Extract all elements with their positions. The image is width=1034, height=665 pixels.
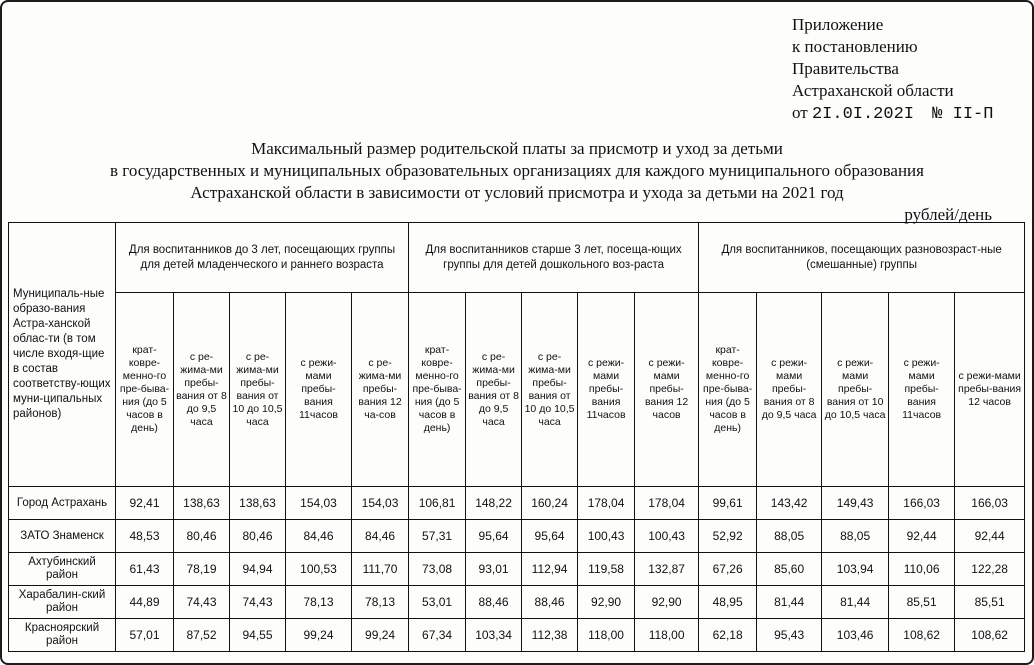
fee-cell: 85,60: [757, 553, 822, 586]
column-subheader: с режи-мами пребы-вания 11часов: [578, 293, 635, 487]
column-subheader: с ре-жима-ми пребы-вания от 8 до 9,5 часа: [174, 293, 230, 487]
fee-cell: 88,46: [522, 586, 578, 619]
fee-cell: 74,43: [230, 586, 286, 619]
fee-cell: 84,46: [352, 520, 409, 553]
municipality-name: Город Астрахань: [9, 487, 116, 520]
column-subheader: с режи-мами пребы-вания 12 часов: [955, 293, 1025, 487]
title-line: Максимальный размер родительской платы за присмотр и уход за детьми: [251, 139, 783, 158]
fee-cell: 85,51: [889, 586, 955, 619]
fee-cell: 81,44: [757, 586, 822, 619]
column-subheader: с режи-мами пребы-вания от 8 до 9,5 часа: [757, 293, 822, 487]
fee-cell: 178,04: [578, 487, 635, 520]
document-title: [2, 138, 1032, 204]
fee-cell: 62,18: [699, 619, 757, 652]
fee-cell: 92,90: [578, 586, 635, 619]
fee-cell: 88,05: [757, 520, 822, 553]
fee-cell: 148,22: [466, 487, 522, 520]
fee-cell: 81,44: [822, 586, 889, 619]
municipality-name: Ахтубинский район: [9, 553, 116, 586]
fee-cell: 95,64: [522, 520, 578, 553]
column-subheader: с режи-мами пребы-вания 11часов: [889, 293, 955, 487]
fee-cell: 149,43: [822, 487, 889, 520]
fee-cell: 78,13: [352, 586, 409, 619]
appendix-stamp: [792, 14, 993, 126]
fee-cell: 166,03: [955, 487, 1025, 520]
column-subheader: с ре-жима-ми пребы-вания от 8 до 9,5 часа: [466, 293, 522, 487]
municipality-header: Муниципаль-ные образо-вания Астра-ханской облас-ти (в том числе входя-щие в состав соответству-ющих муни-ципальных районов): [9, 223, 116, 487]
fee-cell: 48,95: [699, 586, 757, 619]
fee-cell: 143,42: [757, 487, 822, 520]
fee-cell: 84,46: [286, 520, 352, 553]
fee-cell: 108,62: [889, 619, 955, 652]
table-row: [9, 487, 1025, 520]
fee-cell: 166,03: [889, 487, 955, 520]
units-label: рублей/день: [904, 205, 992, 224]
fee-cell: 112,38: [522, 619, 578, 652]
appendix-line: к постановлению: [792, 37, 918, 56]
fee-cell: 103,46: [822, 619, 889, 652]
fee-cell: 61,43: [116, 553, 174, 586]
fee-cell: 94,55: [230, 619, 286, 652]
column-subheader: с ре-жима-ми пребы-вания от 10 до 10,5 часа: [230, 293, 286, 487]
fee-cell: 57,01: [116, 619, 174, 652]
fee-cell: 74,43: [174, 586, 230, 619]
fee-cell: 118,00: [578, 619, 635, 652]
column-subheader: с режи-мами пребы-вания от 10 до 10,5 часа: [822, 293, 889, 487]
group-header-under-3: Для воспитанников до 3 лет, посещающих группы для детей младенческого и раннего возраста: [116, 223, 409, 293]
fee-cell: 108,62: [955, 619, 1025, 652]
date-prefix: от: [792, 103, 808, 122]
fee-cell: 78,19: [174, 553, 230, 586]
fee-cell: 94,94: [230, 553, 286, 586]
fee-cell: 106,81: [409, 487, 466, 520]
fee-cell: 80,46: [174, 520, 230, 553]
header-group-row: [9, 223, 1025, 293]
fees-table: [8, 222, 1025, 652]
fee-cell: 99,61: [699, 487, 757, 520]
municipality-name: ЗАТО Знаменск: [9, 520, 116, 553]
appendix-line: Приложение: [792, 15, 884, 34]
header-sub-row: [9, 293, 1025, 487]
column-subheader: крат-ковре-менно-го пре-быва-ния (до 5 часов в день): [116, 293, 174, 487]
fee-cell: 78,13: [286, 586, 352, 619]
decree-date: 2I.0I.202I: [811, 105, 914, 124]
title-line: Астраханской области в зависимости от условий присмотра и ухода за детьми на 2021 год: [190, 183, 844, 202]
fee-cell: 92,44: [955, 520, 1025, 553]
fee-cell: 67,26: [699, 553, 757, 586]
column-subheader: с ре-жима-ми пребы-вания 12 ча-сов: [352, 293, 409, 487]
fee-cell: 87,52: [174, 619, 230, 652]
table-row: [9, 586, 1025, 619]
fee-cell: 93,01: [466, 553, 522, 586]
fee-cell: 100,43: [578, 520, 635, 553]
column-subheader: с ре-жима-ми пребы-вания от 10 до 10,5 часа: [522, 293, 578, 487]
title-line: в государственных и муниципальных образовательных организациях для каждого муниципального образования: [110, 161, 924, 180]
fee-cell: 110,06: [889, 553, 955, 586]
municipality-name: Красноярский район: [9, 619, 116, 652]
group-header-mixed: Для воспитанников, посещающих разновозраст-ные (смешанные) группы: [699, 223, 1025, 293]
column-subheader: крат-ковре-менно-го пре-быва-ния (до 5 часов в день): [699, 293, 757, 487]
fee-cell: 122,28: [955, 553, 1025, 586]
column-subheader: крат-ковре-менно-го пре-быва-ния (до 5 часов в день): [409, 293, 466, 487]
fee-cell: 85,51: [955, 586, 1025, 619]
fee-cell: 67,34: [409, 619, 466, 652]
fee-cell: 99,24: [286, 619, 352, 652]
column-subheader: с режи-мами пребы-вания 11часов: [286, 293, 352, 487]
fee-cell: 92,90: [635, 586, 699, 619]
fee-cell: 112,94: [522, 553, 578, 586]
fee-cell: 154,03: [286, 487, 352, 520]
table-row: [9, 520, 1025, 553]
fee-cell: 52,92: [699, 520, 757, 553]
fee-cell: 88,46: [466, 586, 522, 619]
fee-cell: 48,53: [116, 520, 174, 553]
fee-cell: 73,08: [409, 553, 466, 586]
fee-cell: 57,31: [409, 520, 466, 553]
appendix-line: Астраханской области: [792, 81, 954, 100]
fee-cell: 44,89: [116, 586, 174, 619]
column-subheader: с режи-мами пребы-вания 12 часов: [635, 293, 699, 487]
table-row: [9, 619, 1025, 652]
fee-cell: 100,43: [635, 520, 699, 553]
fee-cell: 103,94: [822, 553, 889, 586]
fee-cell: 80,46: [230, 520, 286, 553]
fee-cell: 92,44: [889, 520, 955, 553]
fee-cell: 53,01: [409, 586, 466, 619]
fee-cell: 178,04: [635, 487, 699, 520]
municipality-name: Харабалин-ский район: [9, 586, 116, 619]
fee-cell: 132,87: [635, 553, 699, 586]
fee-cell: 154,03: [352, 487, 409, 520]
fee-cell: 99,24: [352, 619, 409, 652]
fee-cell: 138,63: [174, 487, 230, 520]
table-row: [9, 553, 1025, 586]
decree-number: № II-П: [932, 105, 994, 124]
fee-cell: 88,05: [822, 520, 889, 553]
fee-cell: 95,43: [757, 619, 822, 652]
group-header-over-3: Для воспитанников старше 3 лет, посеща-ющих группы для детей дошкольного воз-раста: [409, 223, 699, 293]
fee-cell: 138,63: [230, 487, 286, 520]
fee-cell: 118,00: [635, 619, 699, 652]
fee-cell: 100,53: [286, 553, 352, 586]
fee-cell: 92,41: [116, 487, 174, 520]
fee-cell: 119,58: [578, 553, 635, 586]
table-body: [9, 487, 1025, 652]
appendix-date-line: [792, 102, 993, 126]
appendix-line: Правительства: [792, 59, 899, 78]
fee-cell: 95,64: [466, 520, 522, 553]
fee-cell: 103,34: [466, 619, 522, 652]
fee-cell: 160,24: [522, 487, 578, 520]
fee-cell: 111,70: [352, 553, 409, 586]
